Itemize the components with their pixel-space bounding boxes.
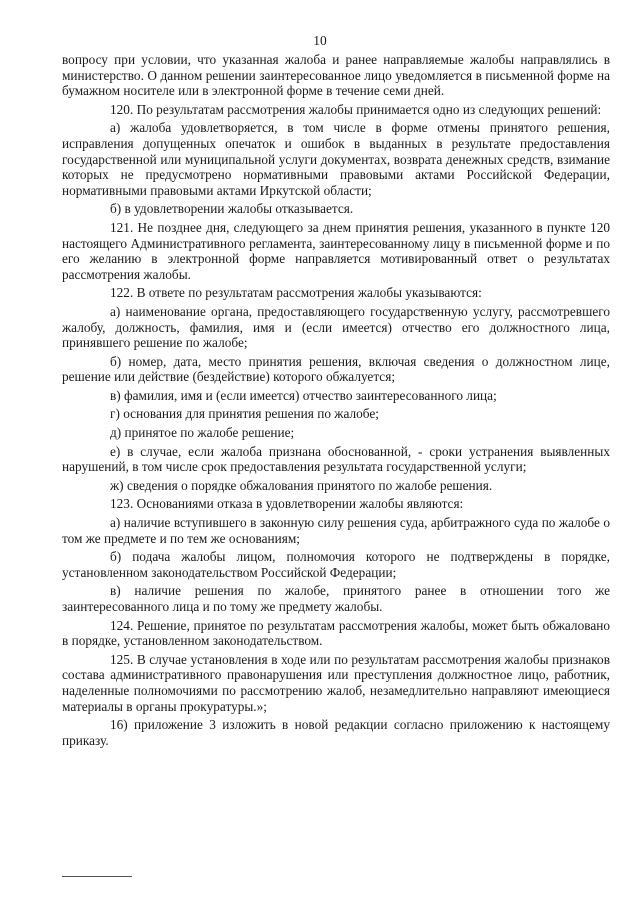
paragraph-125: 125. В случае установления в ходе или по результатам рассмотрения жалобы признаков состава административного правонарушения или преступления должностное лицо, работник, наделенные полномочиями по рассмотрению жалоб, незамедлительно направляют имеющиеся материалы в органы прокуратуры.»; — [62, 651, 610, 714]
paragraph-120-a: а) жалоба удовлетворяется, в том числе в форме отмены принятого решения, исправления допущенных опечаток и ошибок в выданных в результате предоставления государственной или муниципальной услуги документах, возврата денежных средств, взимание которых не предусмотрено нормативными правовыми актами Российской Федерации, нормативными правовыми актами Иркутской области; — [62, 120, 610, 198]
document-body — [62, 52, 610, 748]
paragraph-123-v: в) наличие решения по жалобе, принятого ранее в отношении того же заинтересованного лица и по тому же предмету жалобы. — [62, 583, 610, 614]
paragraph-122-a: а) наименование органа, предоставляющего государственную услугу, рассмотревшего жалобу, должность, фамилия, имя и (если имеется) отчество его должностного лица, принявшего решение по жалобе; — [62, 303, 610, 351]
paragraph-122-v: в) фамилия, имя и (если имеется) отчество заинтересованного лица; — [110, 387, 497, 403]
paragraph-123-b: б) подача жалобы лицом, полномочия которого не подтверждены в порядке, установленном законодательством Российской Федерации; — [62, 549, 610, 580]
paragraph-120: 120. По результатам рассмотрения жалобы принимается одно из следующих решений: — [110, 101, 602, 117]
paragraph-continuation: вопросу при условии, что указанная жалоба и ранее направляемые жалобы направлялись в министерство. О данном решении заинтересованное лицо уведомляется в письменной форме на бумажном носителе или в электронной форме в течение семи дней. — [62, 52, 610, 99]
paragraph-122: 122. В ответе по результатам рассмотрения жалобы указываются: — [110, 285, 482, 301]
paragraph-16: 16) приложение 3 изложить в новой редакции согласно приложению к настоящему приказу. — [62, 717, 610, 748]
paragraph-122-zh: ж) сведения о порядке обжалования принятого по жалобе решения. — [110, 477, 493, 493]
page-number: 10 — [313, 33, 327, 48]
paragraph-122-d: д) принятое по жалобе решение; — [110, 425, 295, 441]
footnote-separator — [62, 876, 132, 877]
paragraph-122-e: е) в случае, если жалоба признана обоснованной, - сроки устранения выявленных нарушений, в том числе срок предоставления результата государственной услуги; — [62, 443, 610, 475]
paragraph-122-g: г) основания для принятия решения по жалобе; — [110, 406, 379, 422]
paragraph-124: 124. Решение, принятое по результатам рассмотрения жалобы, может быть обжаловано в порядке, установленном законодательством. — [62, 617, 610, 649]
paragraph-120-b: б) в удовлетворении жалобы отказывается. — [110, 201, 354, 217]
paragraph-123: 123. Основаниями отказа в удовлетворении жалобы являются: — [110, 496, 464, 512]
paragraph-123-a: а) наличие вступившего в законную силу решения суда, арбитражного суда по жалобе о том же предмете и по тем же основаниям; — [62, 515, 610, 546]
paragraph-121: 121. Не позднее дня, следующего за днем принятия решения, указанного в пункте 120 настоящего Административного регламента, заинтересованному лицу в письменной форме и по его желанию в электронной форме направляется мотивированный ответ о результатах рассмотрения жалобы. — [62, 219, 610, 282]
paragraph-122-b: б) номер, дата, место принятия решения, включая сведения о должностном лице, решение или действие (бездействие) которого обжалуется; — [62, 353, 610, 385]
